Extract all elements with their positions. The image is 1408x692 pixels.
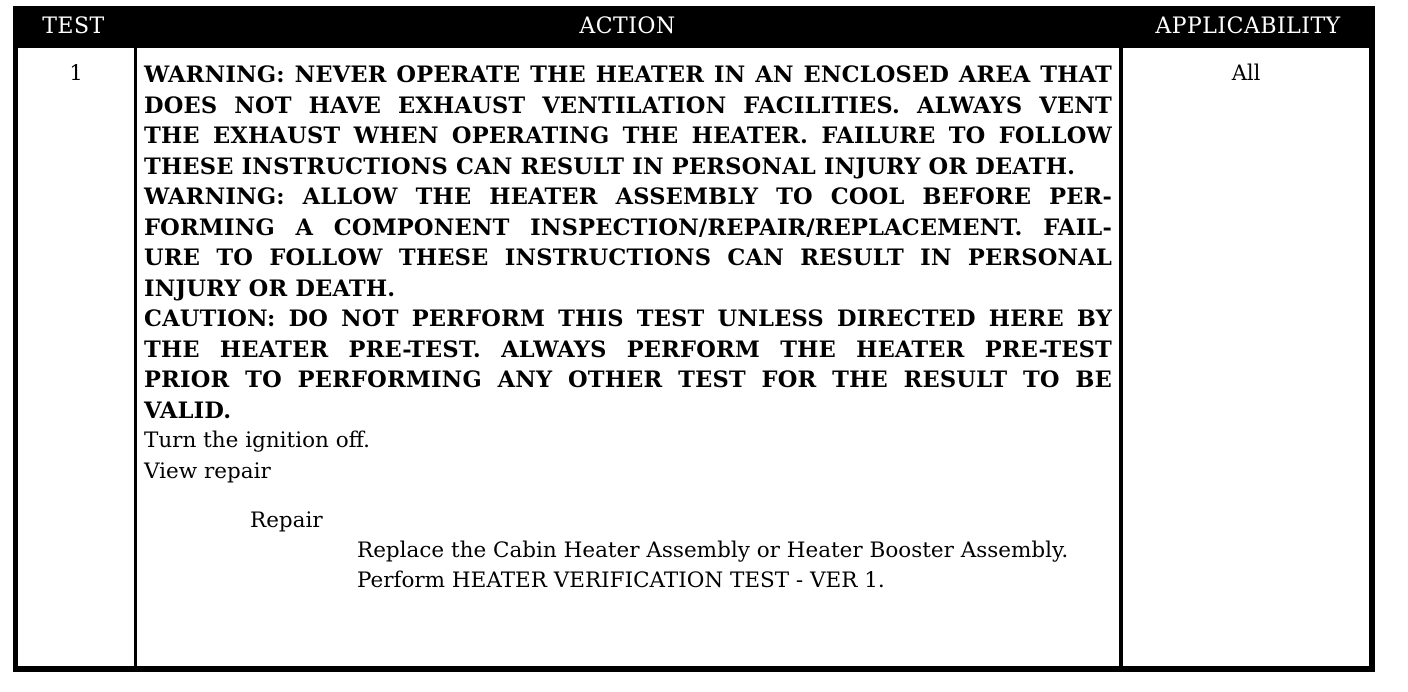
warning-cool-down: WARNING: ALLOW THE HEATER ASSEMBLY TO COOL BEFORE PER- FORMING A COMPONENT INSPECTION/REPAIR/REPLACEMENT. FAIL- URE TO FOLLOW THESE INSTRUCTIONS CAN RESULT IN PERSONAL INJURY OR DEATH. (144, 184, 1112, 302)
instruction-ignition-off: Turn the ignition off. (144, 428, 370, 453)
applicability-value: All (1231, 61, 1261, 85)
action-cell (137, 48, 1119, 666)
repair-step-replace: Replace the Cabin Heater Assembly or Heater Booster Assembly. (357, 538, 1069, 563)
test-cell (18, 48, 134, 666)
diagnostic-test-table (13, 6, 1375, 672)
applicability-cell (1123, 48, 1369, 666)
repair-label: Repair (250, 508, 323, 533)
header-action: ACTION (579, 14, 676, 39)
warning-exhaust: WARNING: NEVER OPERATE THE HEATER IN AN ENCLOSED AREA THAT DOES NOT HAVE EXHAUST VENTILATION FACILITIES. ALWAYS VENT THE EXHAUST WHEN OPERATING THE HEATER. FAILURE TO FOLLOW THESE INSTRUCTIONS CAN RESULT IN PERSONAL INJURY OR DEATH. (144, 62, 1112, 180)
caution-pre-test: CAUTION: DO NOT PERFORM THIS TEST UNLESS DIRECTED HERE BY THE HEATER PRE-TEST. ALWAYS PERFORM THE HEATER PRE-TEST PRIOR TO PERFORMING ANY OTHER TEST FOR THE RESULT TO BE VALID. (144, 306, 1112, 424)
test-number: 1 (69, 61, 83, 85)
action-content (144, 60, 1112, 595)
header-test: TEST (42, 14, 105, 39)
instruction-view-repair: View repair (144, 458, 271, 484)
header-applicability: APPLICABILITY (1155, 14, 1341, 39)
repair-step-verify: Perform HEATER VERIFICATION TEST - VER 1. (357, 567, 885, 593)
